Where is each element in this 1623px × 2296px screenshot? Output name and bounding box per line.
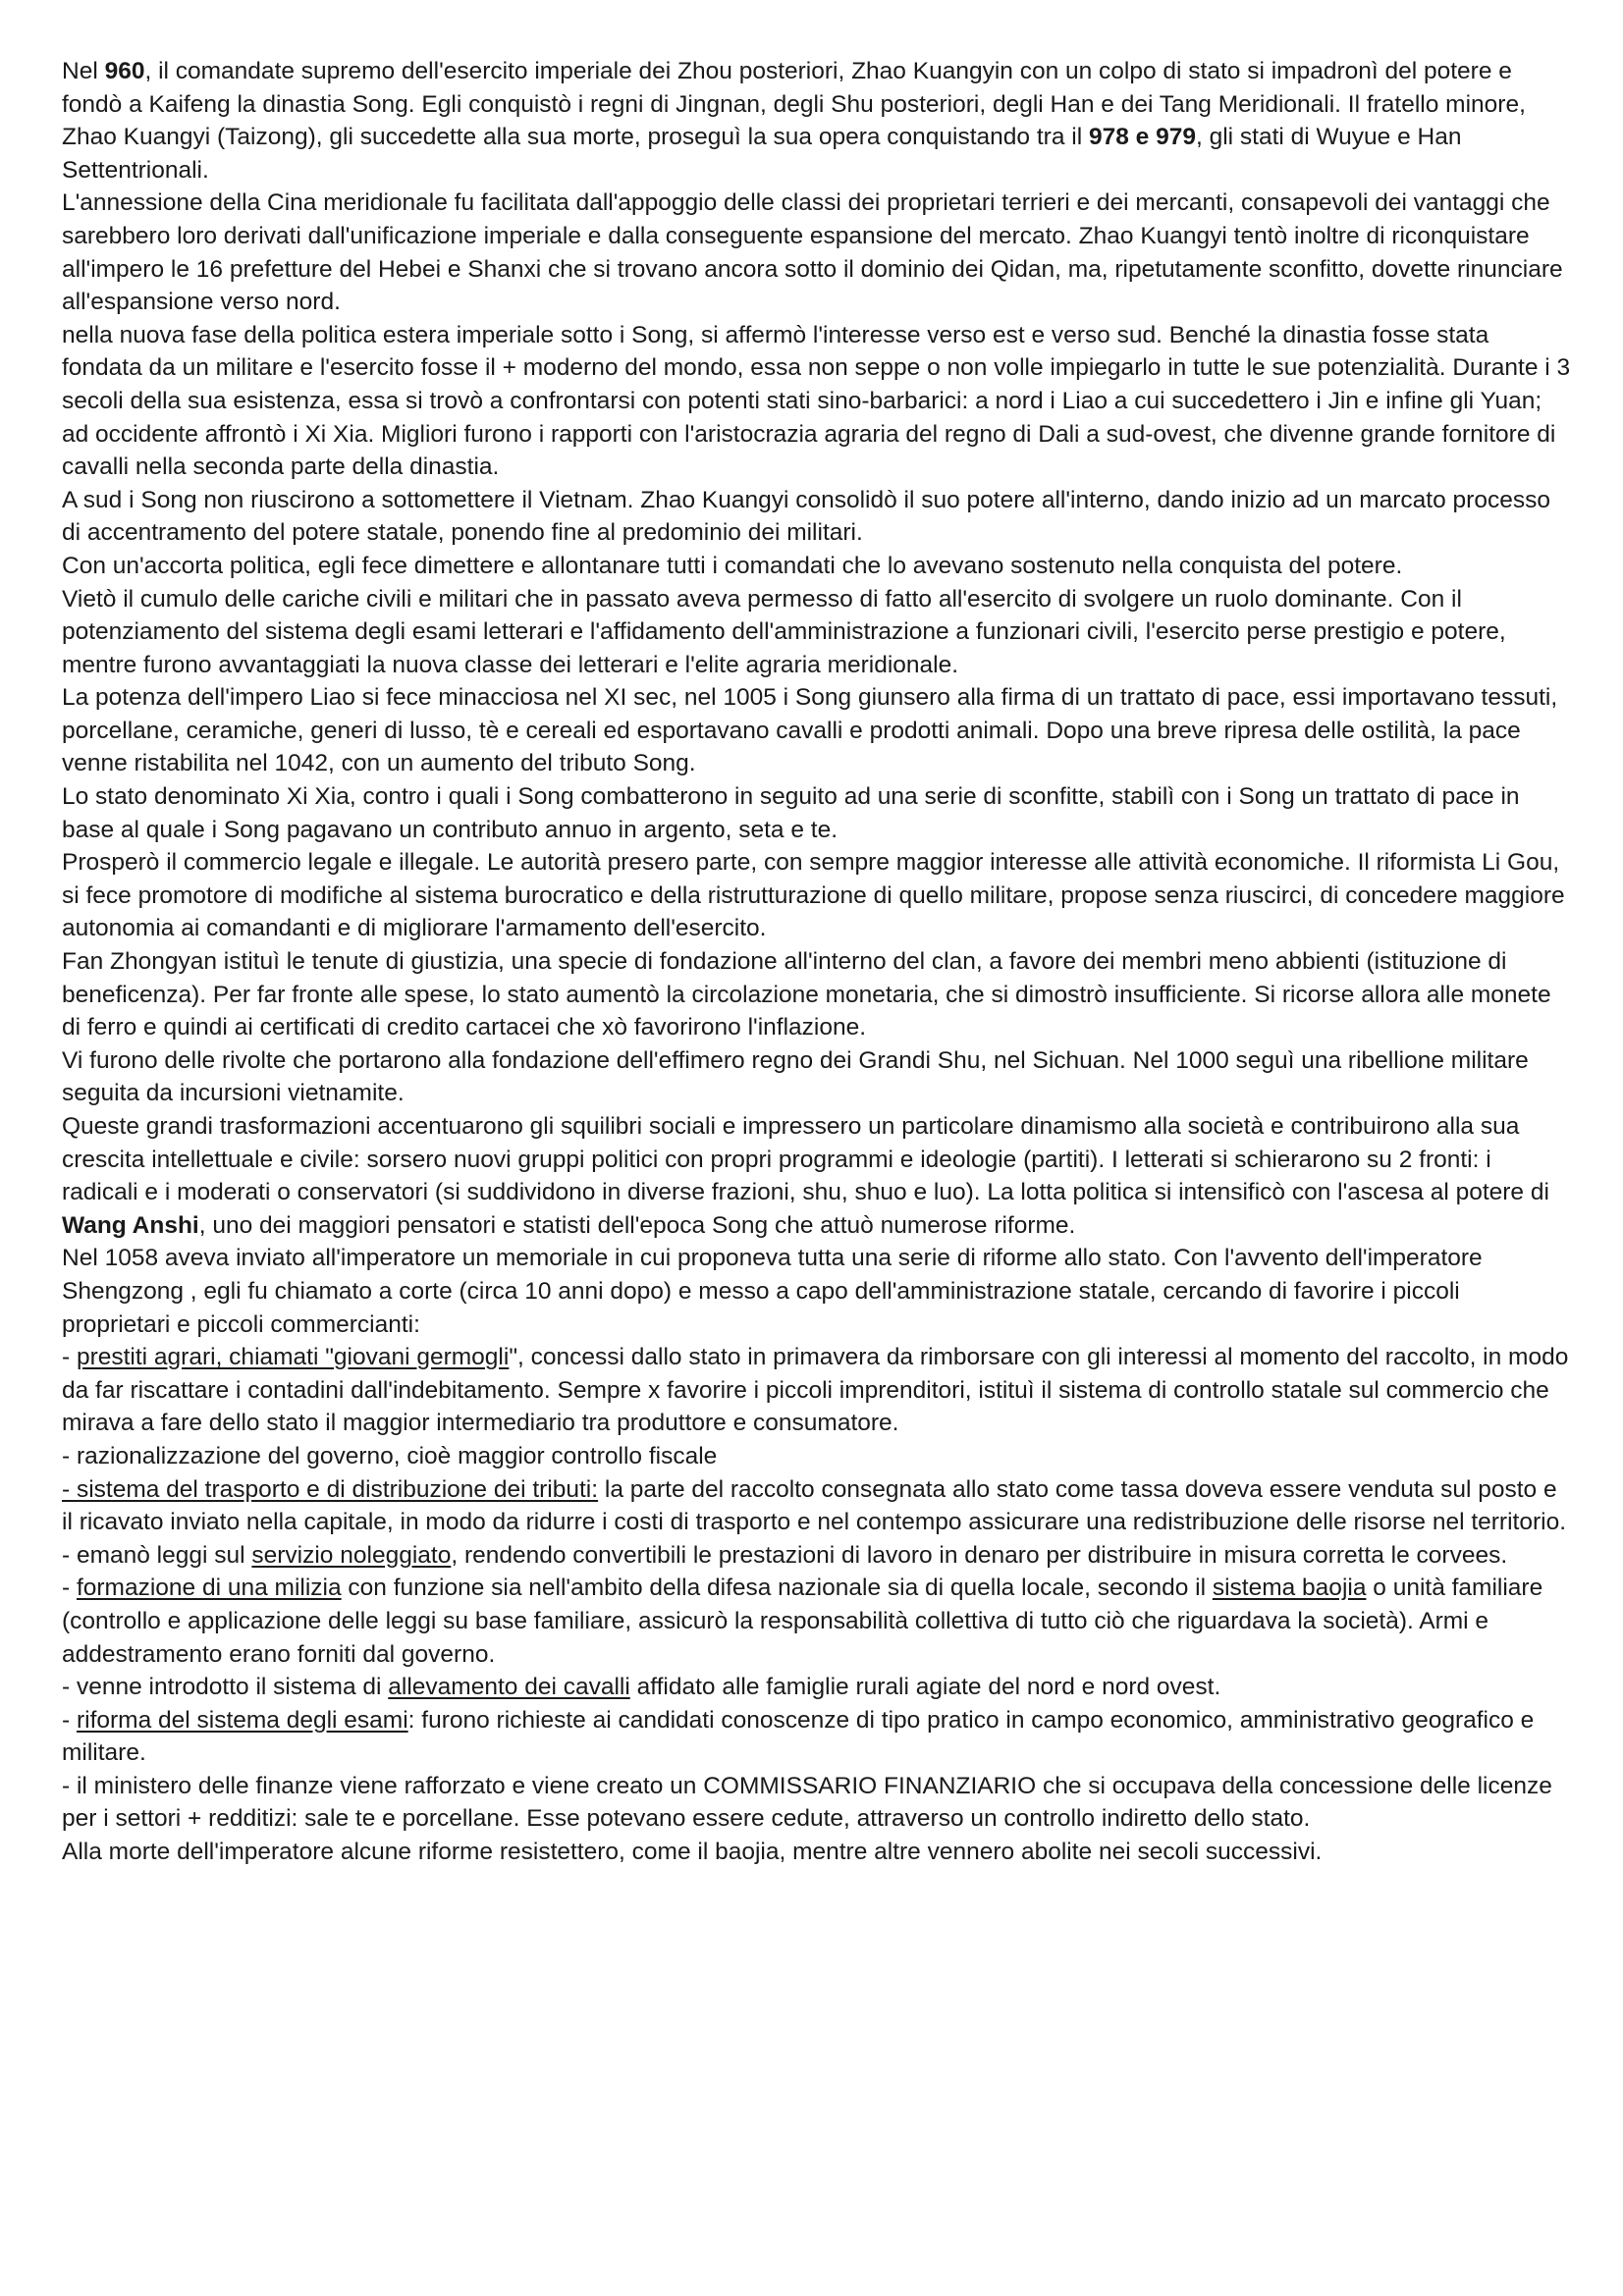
underlined-term: sistema baojia <box>1212 1575 1367 1602</box>
list-item-trasporto-tributi <box>62 1473 1574 1539</box>
paragraph-conclusion: Alla morte dell'imperatore alcune riforme resistettero, come il baojia, mentre altre vennero abolite nei secoli successivi. <box>62 1839 1323 1866</box>
text-run: o unità familiare (controllo e applicazione delle leggi su base familiare, assicurò la responsabilità collettiva di tutto ciò che riguardava la società). Armi e addestramento erano forniti dal governo. <box>62 1575 1543 1668</box>
text-run: Nel <box>62 58 105 84</box>
underlined-term: formazione di una milizia <box>76 1575 342 1602</box>
paragraph-liao: La potenza dell'impero Liao si fece minacciosa nel XI sec, nel 1005 i Song giunsero alla firma di un trattato di pace, essi importavano tessuti, porcellane, ceramiche, generi di lusso, tè e cereali ed esportavano cavalli e prodotti animali. Dopo una breve ripresa delle ostilità, la pace venne ristabilita nel 1042, con un aumento del tributo Song. <box>62 684 1558 777</box>
text-run: , uno dei maggiori pensatori e statisti dell'epoca Song che attuò numerose riforme. <box>198 1211 1076 1239</box>
paragraph-xi-xia: Lo stato denominato Xi Xia, contro i quali i Song combatterono in seguito ad una serie di sconfitte, stabilì con i Song un trattato di pace in base al quale i Song pagavano un contributo annuo in argento, seta e te. <box>62 783 1520 843</box>
paragraph-song-founding <box>62 55 1574 187</box>
text-run: , rendendo convertibili le prestazioni di lavoro in denaro per distribuire in misura corretta le corvees. <box>451 1541 1508 1569</box>
date-960: 960 <box>104 58 145 84</box>
paragraph-transformations <box>62 1110 1574 1242</box>
dates-978-979: 978 e 979 <box>1088 124 1196 151</box>
paragraph-fan-zhongyan: Fan Zhongyan istituì le tenute di giustizia, una specie di fondazione all'interno del clan, a favore dei membri meno abbienti (istituzione di beneficenza). Per far fronte alle spese, lo stato aumentò la circolazione monetaria, che si dimostrò insufficiente. Si ricorse allora alle monete di ferro e quindi ai certificati di credito cartacei che xò favorirono l'inflazione. <box>62 948 1551 1041</box>
text-run: con funzione sia nell'ambito della difesa nazionale sia di quella locale, secondo il <box>341 1575 1213 1602</box>
list-item-servizio-noleggiato <box>62 1539 1574 1573</box>
text-run: - <box>62 1706 77 1734</box>
text-run: - emanò leggi sul <box>62 1541 252 1569</box>
name-wang-anshi: Wang Anshi <box>62 1211 199 1239</box>
paragraph-commanders: Con un'accorta politica, egli fece dimettere e allontanare tutti i comandati che lo avevano sostenuto nella conquista del potere. <box>62 552 1403 579</box>
text-run: - <box>62 1575 77 1602</box>
paragraph-commerce: Prosperò il commercio legale e illegale. Le autorità presero parte, con sempre maggior interesse alle attività economiche. Il riformista Li Gou, si fece promotore di modifiche al sistema burocratico e della ristrutturazione di quello militare, propose senza riuscirci, di concedere maggiore autonomia ai comandanti e di migliorare l'armamento dell'esercito. <box>62 849 1565 942</box>
list-item-esami <box>62 1704 1574 1770</box>
text-run: ", concessi dallo stato in primavera da rimborsare con gli interessi al momento del raccolto, in modo da far riscattare i contadini dall'indebitamento. Sempre x favorire i piccoli imprenditori, istituì il sistema di controllo statale sul commercio che mirava a fare dello stato il maggior intermediario tra produttore e consumatore. <box>62 1344 1569 1437</box>
paragraph-revolts: Vi furono delle rivolte che portarono alla fondazione dell'effimero regno dei Grandi Shu, nel Sichuan. Nel 1000 seguì una ribellione militare seguita da incursioni vietnamite. <box>62 1046 1529 1107</box>
paragraph-southern-annexation: L'annessione della Cina meridionale fu facilitata dall'appoggio delle classi dei proprietari terrieri e dei mercanti, consapevoli dei vantaggi che sarebbero loro derivati dall'unificazione imperiale e dalla conseguente espansione del mercato. Zhao Kuangyi tentò inoltre di riconquistare all'impero le 16 prefetture del Hebei e Shanxi che si trovano ancora sotto il dominio dei Qidan, ma, ripetutamente sconfitto, dovette rinunciare all'espansione verso nord. <box>62 189 1563 316</box>
text-run: affidato alle famiglie rurali agiate del nord e nord ovest. <box>629 1674 1221 1701</box>
underlined-term: allevamento dei cavalli <box>388 1674 630 1701</box>
underlined-term: servizio noleggiato <box>251 1541 452 1569</box>
list-item-ministero-finanze: - il ministero delle finanze viene rafforzato e viene creato un COMMISSARIO FINANZIARIO che si occupava della concessione delle licenze per i settori + redditizi: sale te e porcellane. Esse potevano essere cedute, attraverso un controllo indiretto dello stato. <box>62 1772 1552 1833</box>
underlined-term: riforma del sistema degli esami <box>76 1706 408 1734</box>
list-item-cavalli <box>62 1671 1574 1704</box>
list-item-milizia <box>62 1572 1574 1671</box>
paragraph-foreign-policy: nella nuova fase della politica estera imperiale sotto i Song, si affermò l'interesse verso est e verso sud. Benché la dinastia fosse stata fondata da un militare e l'esercito fosse il + moderno del mondo, essa non seppe o non volle impiegarlo in tutte le sue potenzialità. Durante i 3 secoli della sua esistenza, essa si trovò a confrontarsi con potenti stati sino-barbarici: a nord i Liao a cui succedettero i Jin e infine gli Yuan; ad occidente affrontò i Xi Xia. Migliori furono i rapporti con l'aristocrazia agraria del regno di Dali a sud-ovest, che divenne grande fornitore di cavalli nella seconda parte della dinastia. <box>62 321 1571 481</box>
text-run: , il comandate supremo dell'esercito imperiale dei Zhou posteriori, Zhao Kuangyin con un colpo di stato si impadronì del potere e fondò a Kaifeng la dinastia Song. Egli conquistò i regni di Jingnan, degli Shu posteriori, degli Han e dei Tang Meridionali. Il fratello minore, Zhao Kuangyi (Taizong), gli succedette alla sua morte, proseguì la sua opera conquistando tra il <box>62 58 1526 151</box>
document-page <box>62 55 1574 1869</box>
text-run: - venne introdotto il sistema di <box>62 1674 389 1701</box>
paragraph-civil-military: Vietò il cumulo delle cariche civili e militari che in passato aveva permesso di fatto all'esercito di svolgere un ruolo dominante. Con il potenziamento del sistema degli esami letterari e l'affidamento dell'amministrazione a funzionari civili, l'esercito perse prestigio e potere, mentre furono avvantaggiati la nuova classe dei letterari e l'elite agraria meridionale. <box>62 585 1506 678</box>
text-run: la parte del raccolto consegnata allo stato come tassa doveva essere venduta sul posto e il ricavato inviato nella capitale, in modo da ridurre i costi di trasporto e nel contempo assicurare una redistribuzione delle risorse nel territorio. <box>62 1475 1567 1536</box>
text-run: , gli stati di Wuyue e Han Settentrionali. <box>62 124 1462 184</box>
text-run: : furono richieste ai candidati conoscenze di tipo pratico in campo economico, amministrativo geografico e militare. <box>62 1706 1535 1767</box>
list-item-razionalizzazione: - razionalizzazione del governo, cioè maggior controllo fiscale <box>62 1442 718 1469</box>
text-run: - <box>62 1344 77 1371</box>
underlined-term: - sistema del trasporto e di distribuzione dei tributi: <box>62 1475 599 1503</box>
paragraph-vietnam: A sud i Song non riuscirono a sottomettere il Vietnam. Zhao Kuangyi consolidò il suo potere all'interno, dando inizio ad un marcato processo di accentramento del potere statale, ponendo fine al predominio dei militari. <box>62 486 1550 547</box>
list-item-prestiti-agrari <box>62 1341 1574 1440</box>
paragraph-memorial-1058: Nel 1058 aveva inviato all'imperatore un memoriale in cui proponeva tutta una serie di riforme allo stato. Con l'avvento dell'imperatore Shengzong , egli fu chiamato a corte (circa 10 anni dopo) e messo a capo dell'amministrazione statale, cercando di favorire i piccoli proprietari e piccoli commercianti: <box>62 1245 1483 1338</box>
underlined-term: prestiti agrari, chiamati "giovani germogli <box>76 1344 510 1371</box>
text-run: Queste grandi trasformazioni accentuarono gli squilibri sociali e impressero un particolare dinamismo alla società e contribuirono alla sua crescita intellettuale e civile: sorsero nuovi gruppi politici con propri programmi e ideologie (partiti). I letterati si schierarono su 2 fronti: i radicali e i moderati o conservatori (si suddividono in diverse frazioni, shu, shuo e luo). La lotta politica si intensificò con l'ascesa al potere di <box>62 1113 1549 1206</box>
